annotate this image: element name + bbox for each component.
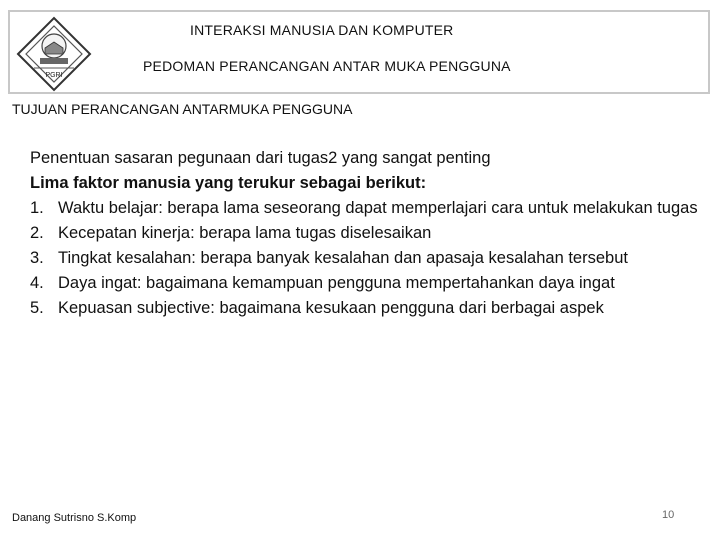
intro-text: Penentuan sasaran pegunaan dari tugas2 yang sangat penting	[30, 149, 491, 167]
lead-bold-text: Lima faktor manusia yang terukur sebagai berikut:	[30, 174, 427, 192]
list-item-number: 2.	[30, 224, 44, 242]
list-item-text: Waktu belajar: berapa lama seseorang dapat memperlajari cara untuk melakukan tugas	[58, 199, 698, 217]
footer-author: Danang Sutrisno S.Komp	[12, 512, 137, 524]
header-subtitle: PEDOMAN PERANCANGAN ANTAR MUKA PENGGUNA	[143, 58, 511, 74]
list-item-number: 4.	[30, 274, 44, 292]
list-item	[30, 246, 700, 271]
list-item	[30, 296, 700, 321]
list-item	[30, 221, 700, 246]
factors-list	[30, 196, 700, 321]
list-item-number: 5.	[30, 299, 44, 317]
logo-text: PGRI	[45, 72, 63, 79]
list-item-number: 1.	[30, 199, 44, 217]
list-item-text: Kecepatan kinerja: berapa lama tugas diselesaikan	[58, 224, 432, 242]
section-heading: TUJUAN PERANCANGAN ANTARMUKA PENGGUNA	[12, 101, 353, 117]
list-item-text: Tingkat kesalahan: berapa banyak kesalahan dan apasaja kesalahan tersebut	[58, 249, 628, 267]
list-item-text: Daya ingat: bagaimana kemampuan pengguna mempertahankan daya ingat	[58, 274, 615, 292]
content-body	[30, 146, 700, 321]
header-title: INTERAKSI MANUSIA DAN KOMPUTER	[190, 22, 454, 38]
page-number: 10	[662, 509, 675, 521]
list-item	[30, 196, 700, 221]
list-item	[30, 271, 700, 296]
university-seal-icon	[12, 14, 96, 94]
list-item-number: 3.	[30, 249, 44, 267]
list-item-text: Kepuasan subjective: bagaimana kesukaan pengguna dari berbagai aspek	[58, 299, 604, 317]
